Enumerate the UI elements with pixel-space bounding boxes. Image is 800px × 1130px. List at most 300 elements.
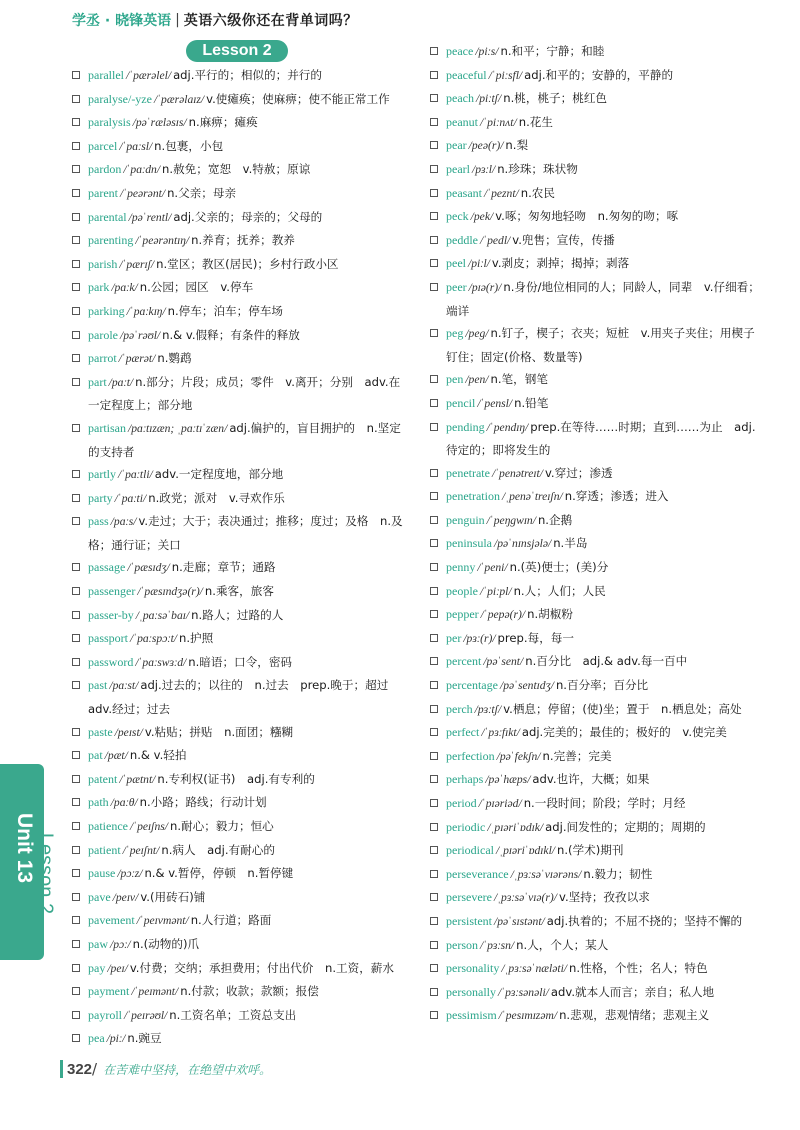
vocab-entry (72, 229, 407, 253)
vocab-word: pardon (88, 162, 122, 177)
checkbox-icon[interactable] (430, 799, 438, 807)
vocab-phonetic: /pɜː(r)/ (463, 631, 496, 645)
vocab-entry (430, 392, 765, 416)
vocab-word: personality (446, 961, 500, 976)
vocab-entry (430, 134, 765, 158)
checkbox-icon[interactable] (72, 658, 80, 666)
vocab-phonetic: /ˌpenəˈtreɪʃn/ (501, 490, 563, 504)
checkbox-icon[interactable] (72, 587, 80, 595)
vocab-entry (72, 487, 407, 511)
vocab-entry (430, 229, 765, 253)
vocab-word: payment (88, 984, 130, 999)
vocab-word: paw (88, 936, 108, 951)
vocab-word: paralysis (88, 115, 131, 130)
vocab-phonetic: /ˈpærɪʃ/ (119, 257, 155, 271)
checkbox-icon[interactable] (72, 331, 80, 339)
vocab-phonetic: /ˈpɑːti/ (114, 491, 147, 505)
vocab-entry (430, 416, 765, 462)
checkbox-icon[interactable] (430, 375, 438, 383)
header-separator: | (175, 12, 180, 28)
vocab-phonetic: /pəˈrentl/ (128, 210, 172, 224)
vocab-definition: n.部分；片段；成员；零件 v.离开；分别 adv.在一定程度上；部分地 (88, 374, 401, 413)
checkbox-icon[interactable] (72, 893, 80, 901)
checkbox-icon[interactable] (72, 424, 80, 432)
vocab-phonetic: /ˈpeərənt/ (119, 186, 166, 200)
checkbox-icon[interactable] (430, 587, 438, 595)
vocab-phonetic: /peɪ/ (107, 961, 128, 975)
vocab-entry (430, 64, 765, 88)
vocab-word: persistent (446, 913, 492, 928)
vocab-entry (72, 604, 407, 628)
vocab-definition: n.父亲；母亲 (167, 185, 237, 200)
checkbox-icon[interactable] (72, 916, 80, 924)
vocab-entry (430, 674, 765, 698)
vocab-definition: v.栖息；停留；(使)坐；置于 n.栖息处；高处 (503, 701, 742, 716)
vocab-phonetic: /ˈpɜːfɪkt/ (481, 726, 520, 740)
vocab-phonetic: /pen/ (465, 373, 489, 387)
page-number-slash: / (92, 1060, 98, 1078)
checkbox-icon[interactable] (72, 71, 80, 79)
vocab-phonetic: /ˈpiːsfl/ (488, 68, 523, 82)
vocab-phonetic: /pəˈræləsɪs/ (132, 116, 187, 130)
vocab-definition: n.钉子，楔子；衣夹；短桩 v.用夹子夹住；用楔子钉住；固定(价格、数量等) (446, 326, 755, 364)
vocab-definition: n.(学术)期刊 (557, 843, 624, 858)
vocab-definition: n.梨 (505, 138, 529, 153)
checkbox-icon[interactable] (430, 118, 438, 126)
checkbox-icon[interactable] (72, 798, 80, 806)
vocab-entry (72, 300, 407, 324)
vocab-entry (72, 933, 407, 957)
vocab-entry (430, 839, 765, 863)
book-title: 英语六级你还在背单词吗？ (183, 13, 358, 29)
vocab-word: pessimism (446, 1008, 497, 1023)
vocab-entry (72, 371, 407, 417)
vocab-word: pass (88, 514, 109, 529)
checkbox-icon[interactable] (72, 236, 80, 244)
vocab-word: pavement (88, 913, 135, 928)
checkbox-icon[interactable] (430, 964, 438, 972)
vocab-phonetic: /ˈpeɪvmənt/ (136, 914, 189, 928)
vocab-phonetic: /ˌpɜːsəˈnæləti/ (501, 962, 568, 976)
vocab-phonetic: /piː/ (106, 1032, 126, 1046)
vocab-definition: n.堂区；教区(居民)；乡村行政小区 (156, 256, 339, 271)
vocab-definition: n.珍珠；珠状物 (497, 161, 578, 176)
vocab-definition: n.穿透；渗透；进入 (564, 489, 669, 504)
vocab-phonetic: /ˈpæsɪndʒə(r)/ (137, 585, 203, 599)
vocab-phonetic: /ˈpɑːsl/ (119, 139, 153, 153)
vocab-word: peddle (446, 232, 478, 247)
vocab-phonetic: /ˈpærət/ (118, 352, 156, 366)
checkbox-icon[interactable] (72, 634, 80, 642)
checkbox-icon[interactable] (430, 469, 438, 477)
vocab-phonetic: /pɑːs/ (110, 515, 137, 529)
vocab-entry (430, 863, 765, 887)
vocab-entry (72, 158, 407, 182)
vocab-word: peanut (446, 114, 478, 129)
vocab-word: passport (88, 631, 128, 646)
vocab-entry (430, 322, 765, 368)
vocab-entry (430, 698, 765, 722)
checkbox-icon[interactable] (430, 657, 438, 665)
vocab-phonetic: /ˌpɜːsəˈvɪə(r)/ (493, 891, 557, 905)
vocab-definition: adj.和平的；安静的，平静的 (524, 67, 674, 82)
vocab-word: pepper (446, 607, 479, 622)
vocab-definition: n.& v.暂停，停顿 n.暂停键 (144, 866, 294, 881)
vocab-entry (72, 64, 407, 88)
vocab-definition: n.胡椒粉 (527, 607, 573, 622)
checkbox-icon[interactable] (430, 516, 438, 524)
checkbox-icon[interactable] (430, 423, 438, 431)
checkbox-icon[interactable] (430, 329, 438, 337)
vocab-entry (72, 463, 407, 487)
checkbox-icon[interactable] (72, 775, 80, 783)
checkbox-icon[interactable] (72, 563, 80, 571)
checkbox-icon[interactable] (430, 47, 438, 55)
vocab-phonetic: /ˈpærəlaɪz/ (153, 92, 205, 106)
checkbox-icon[interactable] (430, 893, 438, 901)
vocab-definition: n.人行道；路面 (190, 913, 272, 928)
vocab-definition: v.付费；交纳；承担费用；付出代价 n.工资，薪水 (129, 960, 394, 975)
vocab-definition: n.身份/地位相同的人；同龄人，同辈 v.仔细看；端详 (446, 279, 760, 318)
checkbox-icon[interactable] (72, 378, 80, 386)
vocab-entry (430, 462, 765, 486)
vocab-entry (430, 182, 765, 206)
vocab-definition: n.小路；路线；行动计划 (139, 795, 267, 810)
checkbox-icon[interactable] (72, 354, 80, 362)
vocab-phonetic: /piːs/ (475, 45, 499, 58)
vocab-entry (430, 1004, 765, 1028)
vocab-phonetic: /pɜːl/ (471, 162, 496, 176)
checkbox-icon[interactable] (72, 728, 80, 736)
checkbox-icon[interactable] (430, 846, 438, 854)
vocab-definition: n.铅笔 (514, 395, 549, 410)
vocab-definition: n.付款；收款；款额；报偿 (180, 984, 319, 999)
vocab-entry (72, 417, 407, 463)
vocab-entry (430, 650, 765, 674)
vocab-definition: n.病人 adj.有耐心的 (161, 842, 275, 857)
checkbox-icon[interactable] (72, 869, 80, 877)
vocab-entry (72, 886, 407, 910)
page-number: 322 (67, 1060, 93, 1078)
checkbox-icon[interactable] (72, 964, 80, 972)
vocab-definition: n.乘客，旅客 (204, 584, 274, 599)
vocab-entry (430, 627, 765, 651)
vocab-word: past (88, 678, 108, 693)
vocab-definition: n.耐心；毅力；恒心 (169, 819, 274, 833)
vocab-word: peninsula (446, 536, 492, 551)
vocab-definition: v.兜售；宣传，传播 (512, 232, 615, 247)
vocab-word: person (446, 937, 478, 952)
vocab-word: peel (446, 256, 466, 271)
vocab-entry (430, 886, 765, 910)
checkbox-icon[interactable] (430, 165, 438, 173)
vocab-definition: n.公园；园区 v.停车 (139, 280, 254, 295)
vocab-definition: v.坚持；孜孜以求 (558, 890, 650, 905)
vocab-definition: n.护照 (179, 631, 214, 646)
vocab-definition: adj.偏护的，盲目拥护的 n.坚定的支持者 (88, 420, 401, 459)
checkbox-icon[interactable] (430, 728, 438, 736)
vocab-word: peaceful (446, 67, 487, 82)
vocab-word: penny (446, 560, 476, 575)
vocab-word: penetration (446, 489, 500, 504)
vocab-definition: n.专利权(证书) adj.有专利的 (157, 771, 315, 786)
vocab-phonetic: /pɑːk/ (111, 281, 138, 295)
vocab-definition: adj.间发性的；定期的；周期的 (545, 819, 706, 834)
vocab-definition: n.路人；过路的人 (191, 607, 284, 622)
checkbox-icon[interactable] (430, 399, 438, 407)
vocab-definition: prep.在等待……时期；直到……为止 adj.待定的；即将发生的 (446, 419, 756, 458)
vocab-phonetic: /ˈpætnt/ (119, 772, 156, 786)
checkbox-icon[interactable] (72, 1011, 80, 1019)
vocab-entry (430, 276, 765, 322)
vocab-phonetic: /ˈpepə(r)/ (480, 608, 526, 622)
vocab-word: parcel (88, 138, 118, 153)
vocab-definition: n.政党；派对 v.寻欢作乐 (148, 490, 285, 505)
checkbox-icon[interactable] (430, 941, 438, 949)
vocab-entry (72, 791, 407, 815)
vocab-phonetic: /pɑːt/ (108, 375, 134, 389)
vocab-phonetic: /ˈpeərəntɪŋ/ (135, 234, 190, 248)
vocab-word: perhaps (446, 772, 484, 787)
vocab-entry (72, 276, 407, 300)
vocab-word: periodic (446, 819, 486, 834)
vocab-entry (430, 40, 765, 64)
vocab-phonetic: /peɪst/ (114, 725, 143, 739)
checkbox-icon[interactable] (430, 212, 438, 220)
vocab-entry (72, 580, 407, 604)
vocab-entry (72, 111, 407, 135)
checkbox-icon[interactable] (430, 775, 438, 783)
vocab-word: parrot (88, 351, 117, 366)
vocab-entry (430, 768, 765, 792)
checkbox-icon[interactable] (72, 751, 80, 759)
checkbox-icon[interactable] (430, 705, 438, 713)
vocab-word: percent (446, 654, 482, 669)
vocab-word: pear (446, 138, 467, 153)
vocab-definition: v.穿过；渗透 (544, 465, 613, 480)
vocab-entry (72, 324, 407, 348)
vocab-phonetic: /ˈpɑːspɔːt/ (130, 632, 178, 646)
page-footer (60, 1058, 271, 1080)
vocab-word: passenger (88, 584, 136, 599)
vocab-definition: n.& v.轻拍 (129, 748, 187, 763)
vocab-definition: n.性格，个性；名人；特色 (569, 961, 708, 976)
vocab-definition: v.啄；匆匆地轻吻 n.匆匆的吻；啄 (495, 209, 679, 224)
vocab-word: patent (88, 771, 118, 786)
word-list-left-column (72, 64, 407, 1051)
vocab-phonetic: /pəˈfekʃn/ (496, 749, 541, 763)
vocab-word: peg (446, 326, 464, 341)
vocab-definition: v.使瘫痪；使麻痹；使不能正常工作 (206, 91, 390, 106)
vocab-word: perfection (446, 748, 495, 763)
vocab-definition: n.毅力；韧性 (583, 866, 653, 881)
checkbox-icon[interactable] (430, 189, 438, 197)
vocab-definition: n.鹦鹉 (157, 351, 192, 366)
vocab-entry (72, 721, 407, 745)
checkbox-icon[interactable] (72, 213, 80, 221)
checkbox-icon[interactable] (430, 236, 438, 244)
checkbox-icon[interactable] (430, 988, 438, 996)
checkbox-icon[interactable] (72, 987, 80, 995)
brand-name: 学丞 · 晓锋英语 (72, 13, 172, 29)
vocab-entry (430, 368, 765, 392)
vocab-word: per (446, 630, 462, 645)
vocab-entry (72, 815, 407, 839)
vocab-definition: n.麻痹；瘫痪 (188, 115, 258, 130)
vocab-phonetic: /ˈpeɪʃns/ (129, 820, 168, 833)
checkbox-icon[interactable] (430, 71, 438, 79)
vocab-entry (72, 980, 407, 1004)
vocab-phonetic: /pɜːtʃ/ (474, 702, 502, 716)
vocab-phonetic: /ˈpiːpl/ (480, 584, 512, 598)
vocab-definition: n.人；人们；人民 (513, 583, 606, 598)
checkbox-icon[interactable] (430, 634, 438, 642)
checkbox-icon[interactable] (72, 681, 80, 689)
vocab-word: perch (446, 701, 473, 716)
vocab-phonetic: /pəˈsɪstənt/ (494, 914, 545, 928)
vocab-phonetic: /ˈpɪəriəd/ (478, 797, 522, 810)
checkbox-icon[interactable] (430, 283, 438, 291)
vocab-phonetic: /ˈpesɪmɪzəm/ (498, 1009, 558, 1023)
checkbox-icon[interactable] (430, 681, 438, 689)
checkbox-icon[interactable] (72, 307, 80, 315)
vocab-definition: adj.执着的；不屈不挠的；坚持不懈的 (546, 913, 743, 928)
vocab-definition: adv.就本人而言；亲自；私人地 (550, 984, 715, 999)
vocab-definition: n.(动物的)爪 (132, 936, 200, 951)
vocab-entry (430, 816, 765, 840)
vocab-phonetic: /pəˈsentɪdʒ/ (499, 679, 554, 693)
vocab-phonetic: /piːtʃ/ (475, 92, 502, 106)
checkbox-icon[interactable] (72, 517, 80, 525)
checkbox-icon[interactable] (72, 1034, 80, 1042)
vocab-definition: n.花生 (518, 114, 553, 129)
vocab-phonetic: /pæt/ (104, 749, 128, 763)
vocab-word: parent (88, 185, 118, 200)
vocab-definition: n.& v.假释；有条件的释放 (162, 327, 300, 342)
vocab-definition: n.桃，桃子；桃红色 (503, 91, 608, 106)
vocab-phonetic: /pəˈrəʊl/ (119, 328, 161, 342)
vocab-word: peasant (446, 185, 482, 200)
vocab-entry (72, 88, 407, 112)
checkbox-icon[interactable] (430, 610, 438, 618)
vocab-entry (72, 135, 407, 159)
checkbox-icon[interactable] (430, 141, 438, 149)
vocab-word: percentage (446, 678, 498, 693)
vocab-phonetic: /ˈpendɪŋ/ (486, 420, 529, 434)
checkbox-icon[interactable] (72, 494, 80, 502)
vocab-definition: v.(用砖石)铺 (140, 889, 206, 904)
checkbox-icon[interactable] (430, 94, 438, 102)
vocab-word: pat (88, 748, 103, 763)
vocab-entry (430, 158, 765, 182)
vocab-entry (72, 627, 407, 651)
vocab-definition: n.农民 (520, 185, 555, 200)
vocab-phonetic: /ˈpærəlel/ (125, 69, 172, 82)
vocab-definition: n.悲观，悲观情绪；悲观主义 (559, 1008, 710, 1023)
checkbox-icon[interactable] (430, 492, 438, 500)
vocab-entry (72, 347, 407, 371)
vocab-entry (430, 485, 765, 509)
vocab-entry (430, 205, 765, 229)
checkbox-icon[interactable] (430, 563, 438, 571)
checkbox-icon[interactable] (72, 165, 80, 173)
vocab-definition: n.和平；宁静；和睦 (500, 44, 605, 58)
checkbox-icon[interactable] (430, 823, 438, 831)
vocab-phonetic: /ˈpeŋgwɪn/ (486, 513, 536, 527)
vocab-phonetic: /peg/ (465, 327, 489, 341)
checkbox-icon[interactable] (72, 470, 80, 478)
vocab-definition: n.赦免；宽恕 v.特赦；原谅 (162, 162, 311, 177)
vocab-definition: n.走廊；章节；通路 (171, 560, 276, 575)
vocab-phonetic: /ˈpɑːkɪŋ/ (126, 304, 166, 318)
vocab-definition: n.完善；完美 (542, 748, 612, 763)
checkbox-icon[interactable] (72, 142, 80, 150)
vocab-definition: v.走过；大于；表决通过；推移；度过；及格 n.及格；通行证；关口 (88, 514, 403, 552)
checkbox-icon[interactable] (72, 189, 80, 197)
vocab-phonetic: /ˈpɜːsn/ (480, 938, 515, 952)
checkbox-icon[interactable] (430, 1011, 438, 1019)
vocab-phonetic: /pɑːst/ (109, 679, 139, 693)
vocab-definition: n.暗语；口令，密码 (188, 654, 293, 669)
vocab-phonetic: /ˈpɑːtli/ (118, 468, 153, 482)
checkbox-icon[interactable] (72, 940, 80, 948)
vocab-word: pause (88, 866, 116, 881)
vocab-definition: n.养育；抚养；教养 (191, 233, 295, 248)
checkbox-icon[interactable] (72, 611, 80, 619)
checkbox-icon[interactable] (72, 283, 80, 291)
vocab-entry (430, 934, 765, 958)
checkbox-icon[interactable] (430, 752, 438, 760)
vocab-definition: v.粘贴；拼贴 n.面团；糨糊 (144, 724, 294, 739)
checkbox-icon[interactable] (72, 822, 80, 830)
checkbox-icon[interactable] (430, 917, 438, 925)
vocab-phonetic: /ˈpɑːdn/ (123, 163, 161, 177)
vocab-entry (430, 252, 765, 276)
vocab-word: patient (88, 842, 121, 857)
vocab-entry (72, 909, 407, 933)
vocab-definition: adv.也许，大概；如果 (532, 772, 650, 787)
checkbox-icon[interactable] (430, 259, 438, 267)
checkbox-icon[interactable] (72, 260, 80, 268)
vocab-entry (430, 556, 765, 580)
vocab-definition: n.百分比 adj.& adv.每一百中 (525, 654, 688, 669)
vocab-entry (72, 839, 407, 863)
vocab-phonetic: /ˈpeni/ (477, 561, 508, 575)
vocab-entry (72, 1004, 407, 1028)
vocab-entry (430, 532, 765, 556)
vocab-entry (430, 111, 765, 135)
checkbox-icon[interactable] (72, 846, 80, 854)
vocab-entry (430, 721, 765, 745)
vocab-word: parental (88, 209, 127, 224)
page-header (72, 8, 358, 32)
checkbox-icon[interactable] (430, 870, 438, 878)
checkbox-icon[interactable] (72, 118, 80, 126)
vocab-definition: adj.完美的；最佳的；极好的 v.使完美 (521, 725, 727, 740)
vocab-word: park (88, 280, 110, 295)
vocab-entry (430, 580, 765, 604)
vocab-word: pea (88, 1031, 105, 1046)
vocab-word: passage (88, 560, 126, 575)
vocab-word: party (88, 490, 113, 505)
vocab-phonetic: /piːl/ (468, 257, 490, 271)
vocab-word: partisan (88, 420, 126, 435)
footer-slogan: 在苦难中坚持，在绝望中欢呼。 (103, 1062, 272, 1077)
checkbox-icon[interactable] (72, 95, 80, 103)
vocab-phonetic: /ˈpeɪmənt/ (131, 985, 179, 999)
checkbox-icon[interactable] (430, 539, 438, 547)
vocab-entry (72, 651, 407, 675)
